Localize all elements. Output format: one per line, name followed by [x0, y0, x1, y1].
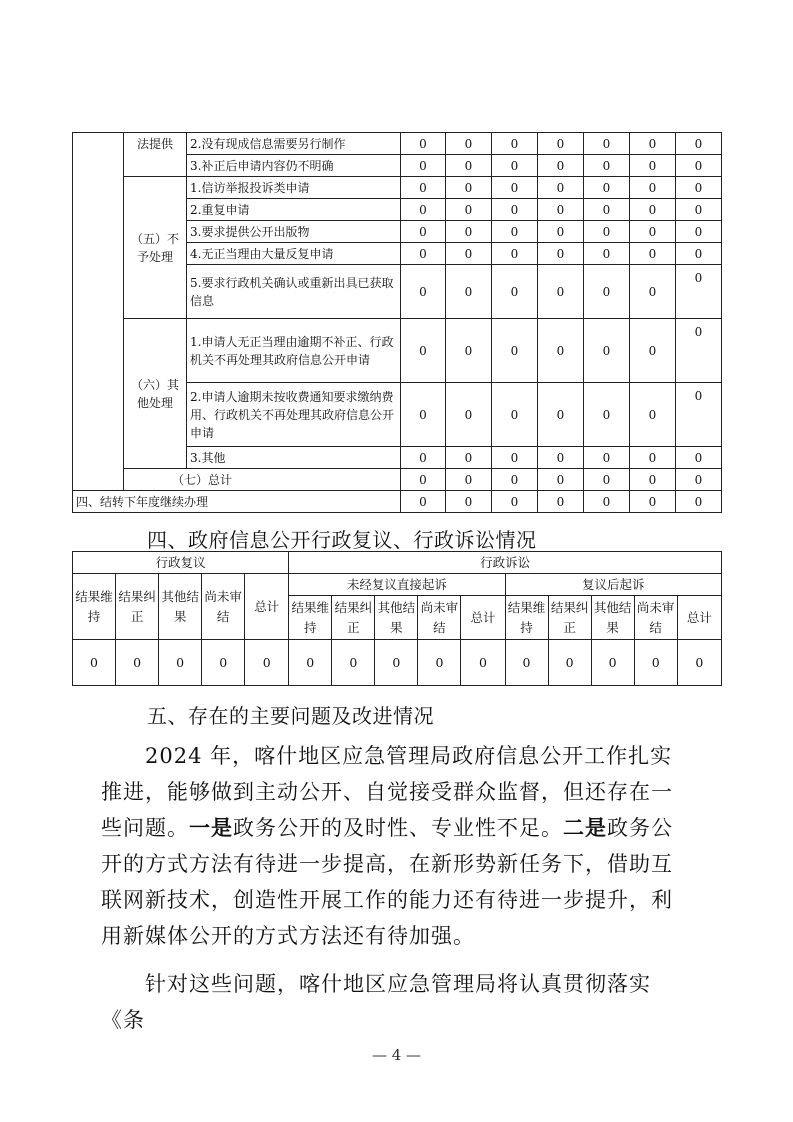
value-cell: 0	[492, 469, 538, 491]
value-cell: 0	[461, 640, 505, 686]
value-cell: 0	[630, 155, 676, 177]
section4-heading: 四、政府信息公开行政复议、行政诉讼情况	[147, 528, 537, 552]
value-cell: 0	[446, 243, 492, 265]
row-label: 2.申请人逾期未按收费通知要求缴纳费用、行政机关不再处理其政府信息公开申请	[187, 383, 401, 447]
value-cell: 0	[630, 447, 676, 469]
value-cell: 0	[676, 177, 722, 199]
value-cell: 0	[630, 177, 676, 199]
value-cell: 0	[538, 243, 584, 265]
value-cell: 0	[538, 133, 584, 155]
col-header: 尚未审结	[634, 596, 677, 640]
value-cell: 0	[676, 383, 722, 447]
value-cell: 0	[538, 469, 584, 491]
value-cell: 0	[446, 221, 492, 243]
col-header: 其他结果	[159, 574, 202, 640]
value-cell: 0	[584, 265, 630, 319]
value-cell: 0	[492, 133, 538, 155]
improvement-paragraph: 针对这些问题，喀什地区应急管理局将认真贯彻落实《条	[101, 972, 651, 1032]
value-cell: 0	[676, 447, 722, 469]
paragraph-text: 政务公开的方式方法有待进一步提高，在新形势新任务下，借助互联网新技术，创造性开展工作的能力还有待进一步提升，利用新媒体公开的方式方法还有待加强。	[101, 816, 673, 948]
value-cell: 0	[401, 243, 446, 265]
value-cell: 0	[401, 265, 446, 319]
value-cell: 0	[418, 640, 461, 686]
value-cell: 0	[492, 221, 538, 243]
value-cell: 0	[677, 640, 721, 686]
col-header: 尚未审结	[202, 574, 245, 640]
paragraph-text: 2024 年，喀什地区应急管理局政府信息公开工作扎实推进，能够做到主动公开、自觉接受群众监督，但还存在一些问题。	[101, 744, 673, 840]
direct-suit-header: 未经复议直接起诉	[289, 574, 505, 596]
value-cell: 0	[630, 199, 676, 221]
col-header: 总计	[245, 574, 289, 640]
value-cell: 0	[676, 199, 722, 221]
value-cell: 0	[584, 177, 630, 199]
col-header: 结果维持	[505, 596, 548, 640]
point-marker-2: 二是	[563, 815, 607, 840]
total-label: （七）总计	[124, 469, 401, 491]
value-cell: 0	[584, 243, 630, 265]
value-cell: 0	[401, 177, 446, 199]
value-cell: 0	[584, 221, 630, 243]
point-marker-1: 一是	[189, 815, 233, 840]
value-cell: 0	[73, 640, 116, 686]
carryover-label: 四、结转下年度继续办理	[73, 491, 401, 513]
row-label: 3.要求提供公开出版物	[187, 221, 401, 243]
value-cell: 0	[630, 383, 676, 447]
value-cell: 0	[538, 221, 584, 243]
value-cell: 0	[375, 640, 418, 686]
value-cell: 0	[584, 383, 630, 447]
review-litigation-table	[72, 551, 722, 686]
group-cell: 法提供	[124, 133, 187, 177]
col-header: 总计	[461, 596, 505, 640]
row-label: 1.申请人无正当理由逾期不补正、行政机关不再处理其政府信息公开申请	[187, 319, 401, 383]
value-cell: 0	[584, 133, 630, 155]
value-cell: 0	[538, 199, 584, 221]
value-cell: 0	[630, 469, 676, 491]
disclosure-handling-table	[72, 132, 722, 513]
value-cell: 0	[492, 155, 538, 177]
value-cell: 0	[245, 640, 289, 686]
paragraph-text: 政务公开的及时性、专业性不足。	[233, 816, 563, 840]
value-cell: 0	[630, 319, 676, 383]
value-cell: 0	[446, 133, 492, 155]
row-label: 3.其他	[187, 447, 401, 469]
value-cell: 0	[159, 640, 202, 686]
value-cell: 0	[584, 155, 630, 177]
col-header: 其他结果	[375, 596, 418, 640]
page-number: — 4 —	[371, 1046, 422, 1064]
value-cell: 0	[492, 319, 538, 383]
value-cell: 0	[630, 243, 676, 265]
value-cell: 0	[548, 640, 591, 686]
value-cell: 0	[446, 319, 492, 383]
admin-litigation-header: 行政诉讼	[289, 552, 722, 574]
value-cell: 0	[401, 199, 446, 221]
value-cell: 0	[538, 491, 584, 513]
row-label: 2.没有现成信息需要另行制作	[187, 133, 401, 155]
value-cell: 0	[401, 155, 446, 177]
value-cell: 0	[401, 133, 446, 155]
value-cell: 0	[401, 491, 446, 513]
col-header: 结果纠正	[116, 574, 159, 640]
value-cell: 0	[289, 640, 332, 686]
value-cell: 0	[492, 199, 538, 221]
value-cell: 0	[676, 491, 722, 513]
value-cell: 0	[630, 265, 676, 319]
value-cell: 0	[584, 447, 630, 469]
row-label: 5.要求行政机关确认或重新出具已获取信息	[187, 265, 401, 319]
value-cell: 0	[584, 199, 630, 221]
row-label: 1.信访举报投诉类申请	[187, 177, 401, 199]
group-cell: （五）不予处理	[124, 177, 187, 319]
col-header: 结果纠正	[332, 596, 375, 640]
value-cell: 0	[401, 447, 446, 469]
row-label: 3.补正后申请内容仍不明确	[187, 155, 401, 177]
value-cell: 0	[446, 199, 492, 221]
value-cell: 0	[538, 155, 584, 177]
value-cell: 0	[676, 133, 722, 155]
col-header: 结果维持	[289, 596, 332, 640]
value-cell: 0	[630, 133, 676, 155]
value-cell: 0	[676, 221, 722, 243]
after-review-suit-header: 复议后起诉	[505, 574, 722, 596]
value-cell: 0	[634, 640, 677, 686]
value-cell: 0	[584, 319, 630, 383]
row-label: 4.无正当理由大量反复申请	[187, 243, 401, 265]
value-cell: 0	[676, 243, 722, 265]
value-cell: 0	[630, 221, 676, 243]
value-cell: 0	[116, 640, 159, 686]
value-cell: 0	[401, 469, 446, 491]
value-cell: 0	[401, 319, 446, 383]
value-cell: 0	[446, 447, 492, 469]
row-label: 2.重复申请	[187, 199, 401, 221]
value-cell: 0	[538, 447, 584, 469]
value-cell: 0	[538, 177, 584, 199]
value-cell: 0	[492, 447, 538, 469]
section5-heading: 五、存在的主要问题及改进情况	[147, 704, 434, 728]
value-cell: 0	[492, 265, 538, 319]
col-header: 结果维持	[73, 574, 116, 640]
admin-review-header: 行政复议	[73, 552, 289, 574]
value-cell: 0	[401, 221, 446, 243]
value-cell: 0	[630, 491, 676, 513]
value-cell: 0	[584, 469, 630, 491]
value-cell: 0	[401, 383, 446, 447]
value-cell: 0	[492, 243, 538, 265]
value-cell: 0	[446, 177, 492, 199]
value-cell: 0	[676, 319, 722, 383]
value-cell: 0	[446, 491, 492, 513]
col-header: 结果纠正	[548, 596, 591, 640]
value-cell: 0	[584, 491, 630, 513]
value-cell: 0	[591, 640, 634, 686]
value-cell: 0	[505, 640, 548, 686]
value-cell: 0	[538, 265, 584, 319]
col-header: 总计	[677, 596, 721, 640]
value-cell: 0	[446, 469, 492, 491]
value-cell: 0	[446, 265, 492, 319]
value-cell: 0	[492, 383, 538, 447]
value-cell: 0	[492, 177, 538, 199]
group-cell: （六）其他处理	[124, 319, 187, 469]
value-cell: 0	[676, 265, 722, 319]
problems-paragraph	[101, 738, 691, 954]
col-header: 其他结果	[591, 596, 634, 640]
value-cell: 0	[492, 491, 538, 513]
value-cell: 0	[538, 383, 584, 447]
value-cell: 0	[202, 640, 245, 686]
category-cell-merged	[73, 133, 124, 491]
col-header: 尚未审结	[418, 596, 461, 640]
value-cell: 0	[676, 469, 722, 491]
value-cell: 0	[538, 319, 584, 383]
value-cell: 0	[446, 155, 492, 177]
value-cell: 0	[446, 383, 492, 447]
value-cell: 0	[332, 640, 375, 686]
value-cell: 0	[676, 155, 722, 177]
